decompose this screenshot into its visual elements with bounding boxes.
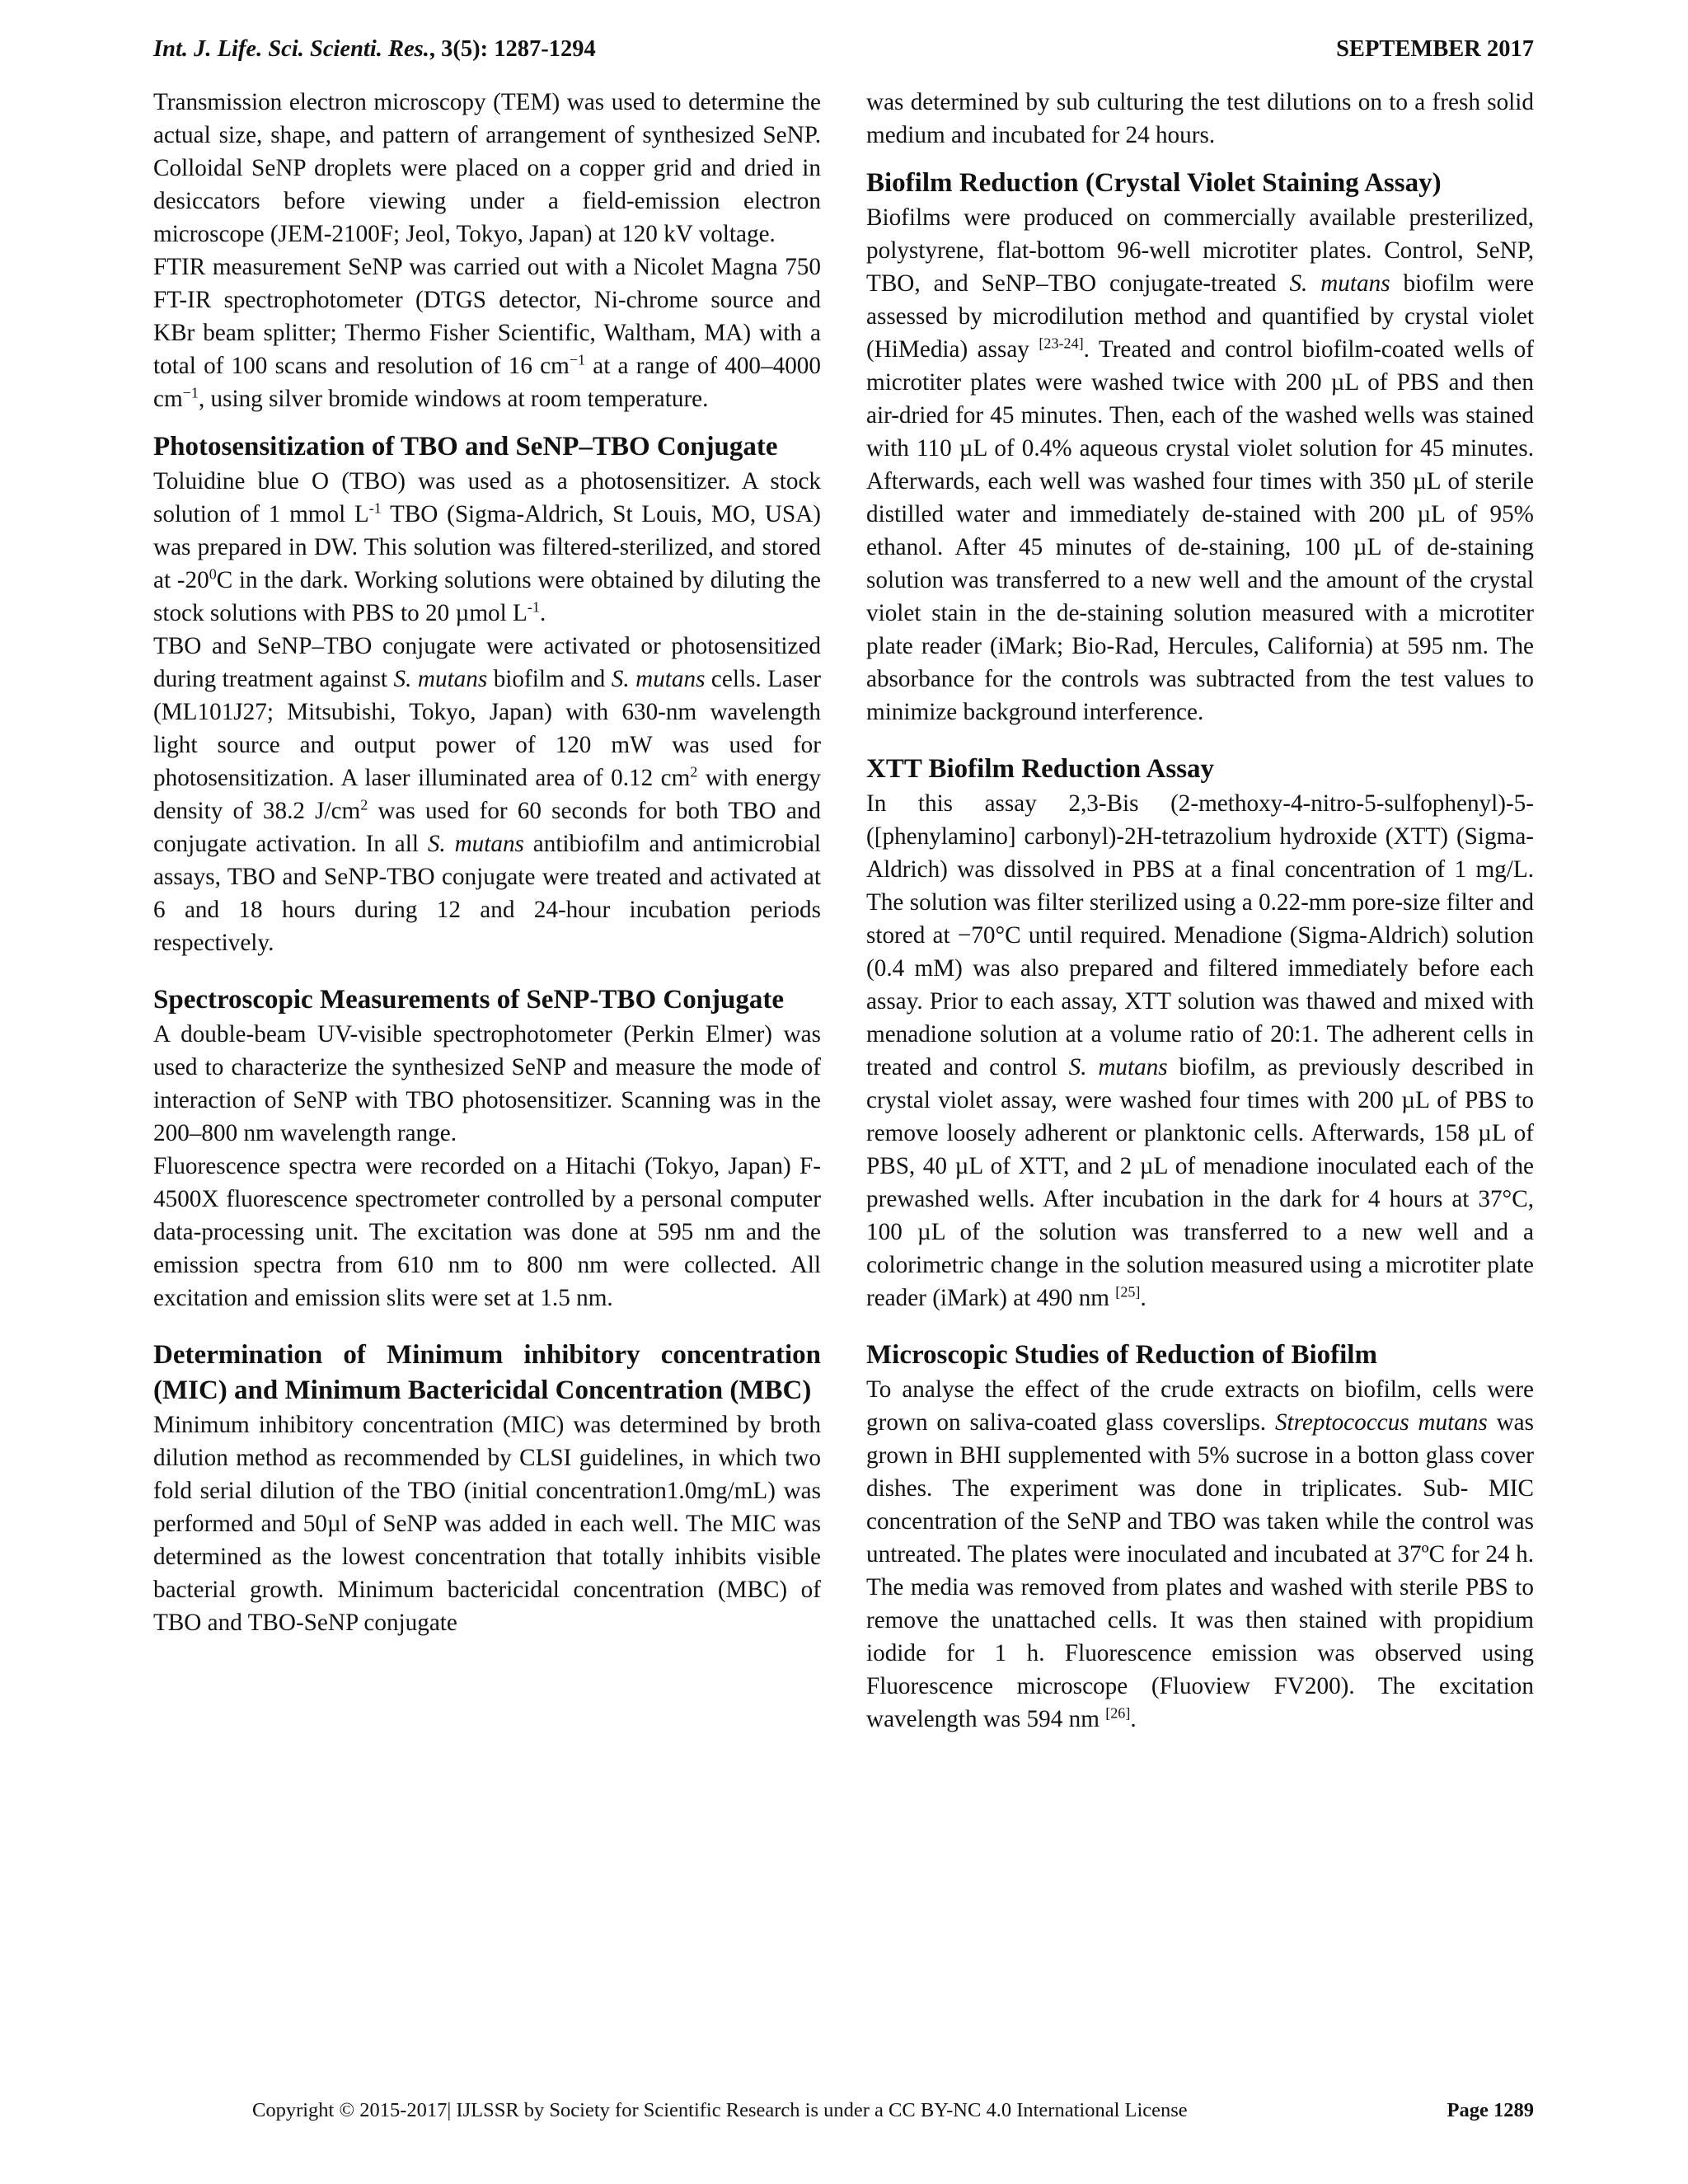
page-footer bbox=[252, 2097, 1534, 2124]
mic-paragraph: Minimum inhibitory concentration (MIC) was determined by broth dilution method as recommended by CLSI guidelines, in which two fold serial dilution of the TBO (initial concentration1.0mg/mL) was performed and 50µl of SeNP was added in each well. The MIC was determined as the lowest concentration that totally inhibits visible bacterial growth. Minimum bactericidal concentration (MBC) of TBO and TBO-SeNP conjugate bbox=[153, 1412, 821, 1636]
tbo-stock-paragraph: Toluidine blue O (TBO) was used as a photosensitizer. A stock solution of 1 mmol $L^{-1}$ TBO (Sigma-Aldrich, St Louis, MO, USA) was prepared in DW. This solution was filtered-sterilized, and stored at $-20^0C$ in the dark. Working solutions were obtained by diluting the stock solutions with PBS to 20 µmol $L^{-1}$. bbox=[153, 468, 821, 626]
journal-name: Int. J. Life. Sci. Scienti. Res. bbox=[153, 36, 429, 62]
fluorescence-paragraph: Fluorescence spectra were recorded on a Hitachi (Tokyo, Japan) F-4500X fluorescence spectrometer controlled by a personal computer data-processing unit. The excitation was done at 595 nm and the emission spectra from 610 nm to 800 nm were collected. All excitation and emission slits were set at 1.5 nm. bbox=[153, 1153, 821, 1311]
right-column bbox=[866, 86, 1534, 1736]
journal-citation bbox=[153, 35, 596, 64]
issue-date: SEPTEMBER 2017 bbox=[1336, 36, 1534, 62]
section-heading-spectroscopic: Spectroscopic Measurements of SeNP-TBO Conjugate bbox=[153, 985, 785, 1015]
crystal-violet-paragraph: Biofilms were produced on commercially available presterilized, polystyrene, flat-bottom 96-well microtiter plates. Control, SeNP, TBO, and SeNP–TBO conjugate-treated S. mutans biofilm were assessed by microdilution method and quantified by crystal violet (HiMedia) assay [23-24]. Treated and control biofilm-coated wells of microtiter plates were washed twice with 200 µL of PBS and then air-dried for 45 minutes. Then, each of the washed wells was stained with 110 µL of 0.4% aqueous crystal violet solution for 45 minutes. Afterwards, each well was washed four times with 350 µL of sterile distilled water and immediately de-stained with 200 µL of 95% ethanol. After 45 minutes of de-staining, 100 µL of de-staining solution was transferred to a new well and the amount of the crystal violet stain in the de-staining solution measured with a microtiter plate reader (iMark; Bio-Rad, Hercules, California) at 595 nm. The absorbance for the controls was subtracted from the test values to minimize background interference. bbox=[866, 204, 1534, 725]
volume-pages: , 3(5): 1287-1294 bbox=[429, 36, 596, 62]
running-header bbox=[153, 35, 1534, 64]
ftir-paragraph: FTIR measurement SeNP was carried out with a Nicolet Magna 750 FT-IR spectrophotometer (DTGS detector, Ni-chrome source and KBr beam splitter; Thermo Fisher Scientific, Waltham, MA) with a total of 100 scans and resolution of 16 $cm^{-1}$ at a range of 400–4000 $cm^{-1}$, using silver bromide windows at room temperature. bbox=[153, 254, 821, 412]
copyright-notice: Copyright © 2015-2017| IJLSSR by Society for Scientific Research is under a CC BY-NC 4.0 International License bbox=[252, 2099, 1188, 2121]
section-heading-xtt: XTT Biofilm Reduction Assay bbox=[866, 754, 1215, 784]
section-heading-photosensitization: Photosensitization of TBO and SeNP–TBO Conjugate bbox=[153, 432, 778, 462]
tem-paragraph: Transmission electron microscopy (TEM) was used to determine the actual size, shape, and pattern of arrangement of synthesized SeNP. Colloidal SeNP droplets were placed on a copper grid and dried in desiccators before viewing under a field-emission electron microscope (JEM-2100F; Jeol, Tokyo, Japan) at 120 kV voltage. bbox=[153, 89, 821, 247]
left-column bbox=[153, 86, 821, 1639]
uv-vis-paragraph: A double-beam UV-visible spectrophotometer (Perkin Elmer) was used to characterize the synthesized SeNP and measure the mode of interaction of SeNP with TBO photosensitizer. Scanning was in the 200–800 nm wavelength range. bbox=[153, 1021, 821, 1146]
xtt-paragraph: In this assay 2,3-Bis (2-methoxy-4-nitro-5-sulfophenyl)-5-([phenylamino] carbonyl)-2H-tetrazolium hydroxide (XTT) (Sigma-Aldrich) was dissolved in PBS at a final concentration of 1 mg/L. The solution was filter sterilized using a 0.22-mm pore-size filter and stored at −70°C until required. Menadione (Sigma-Aldrich) solution (0.4 mM) was also prepared and filtered immediately before each assay. Prior to each assay, XTT solution was thawed and mixed with menadione solution at a volume ratio of 20:1. The adherent cells in treated and control S. mutans biofilm, as previously described in crystal violet assay, were washed four times with 200 µL of PBS to remove loosely adherent or planktonic cells. Afterwards, 158 µL of PBS, 40 µL of XTT, and 2 µL of menadione inoculated each of the prewashed wells. After incubation in the dark for 4 hours at 37°C, 100 µL of the solution was transferred to a new well and a colorimetric change in the solution measured using a microtiter plate reader (iMark) at 490 nm [25]. bbox=[866, 790, 1535, 1311]
section-heading-microscopic: Microscopic Studies of Reduction of Biofilm bbox=[866, 1340, 1377, 1370]
page-number: Page 1289 bbox=[1447, 2099, 1534, 2121]
mbc-continuation-paragraph: was determined by sub culturing the test dilutions on to a fresh solid medium and incubated for 24 hours. bbox=[866, 89, 1534, 148]
section-heading-mic-mbc: Determination of Minimum inhibitory concentration (MIC) and Minimum Bactericidal Concentration (MBC) bbox=[153, 1340, 821, 1405]
microscopy-paragraph: To analyse the effect of the crude extracts on biofilm, cells were grown on saliva-coated glass coverslips. Streptococcus mutans was grown in BHI supplemented with 5% sucrose in a botton glass cover dishes. The experiment was done in triplicates. Sub- MIC concentration of the SeNP and TBO was taken while the control was untreated. The plates were inoculated and incubated at 37ºC for 24 h. The media was removed from plates and washed with sterile PBS to remove the unattached cells. It was then stained with propidium iodide for 1 h. Fluorescence emission was observed using Fluorescence microscope (Fluoview FV200). The excitation wavelength was 594 nm [26]. bbox=[866, 1376, 1534, 1732]
section-heading-crystal-violet: Biofilm Reduction (Crystal Violet Staining Assay) bbox=[866, 168, 1442, 198]
laser-activation-paragraph: TBO and SeNP–TBO conjugate were activated or photosensitized during treatment against S. mutans biofilm and S. mutans cells. Laser (ML101J27; Mitsubishi, Tokyo, Japan) with 630-nm wavelength light source and output power of 120 mW was used for photosensitization. A laser illuminated area of 0.12 $cm^2$ with energy density of 38.2 $J/cm^2$ was used for 60 seconds for both TBO and conjugate activation. In all S. mutans antibiofilm and antimicrobial assays, TBO and SeNP-TBO conjugate were treated and activated at 6 and 18 hours during 12 and 24-hour incubation periods respectively. bbox=[153, 633, 822, 956]
